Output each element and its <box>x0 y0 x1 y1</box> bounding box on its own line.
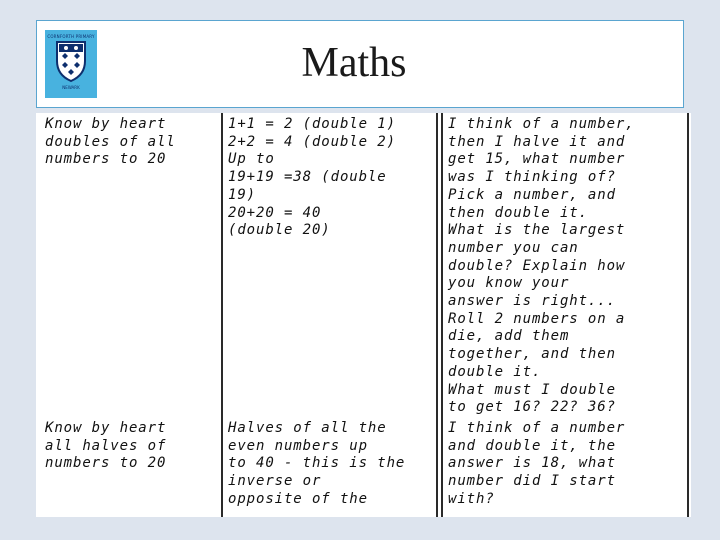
column-divider <box>436 113 438 517</box>
skill-cell: Know by heart doubles of all numbers to 20 <box>45 116 176 168</box>
questions-cell: I think of a number, then I halve it and get 15, what number was I thinking of? Pick a number, and then double it. What is the largest number you can double? Explain how you know your answer is right... Roll 2 numbers on a die, add them together, and then double it. What must I double to get 16? 22? 36? <box>448 116 635 416</box>
skill-cell: Know by heart all halves of numbers to 20 <box>45 420 167 472</box>
examples-cell: 1+1 = 2 (double 1) 2+2 = 4 (double 2) Up to 19+19 =38 (double 19) 20+20 = 40 (double 20) <box>228 116 396 239</box>
questions-cell: I think of a number and double it, the answer is 18, what number did I start with? <box>448 420 626 507</box>
maths-table <box>36 113 691 517</box>
column-divider <box>441 113 443 517</box>
logo-arc-text: CORNFORTH PRIMARY <box>47 34 95 39</box>
column-divider <box>221 113 223 517</box>
examples-cell: Halves of all the even numbers up to 40 - this is the inverse or opposite of the <box>228 420 406 507</box>
school-logo <box>45 30 97 98</box>
page-title: Maths <box>301 40 407 86</box>
logo-footer-text: NEWARK <box>62 85 80 90</box>
column-divider <box>687 113 689 517</box>
shield-icon <box>54 39 88 83</box>
